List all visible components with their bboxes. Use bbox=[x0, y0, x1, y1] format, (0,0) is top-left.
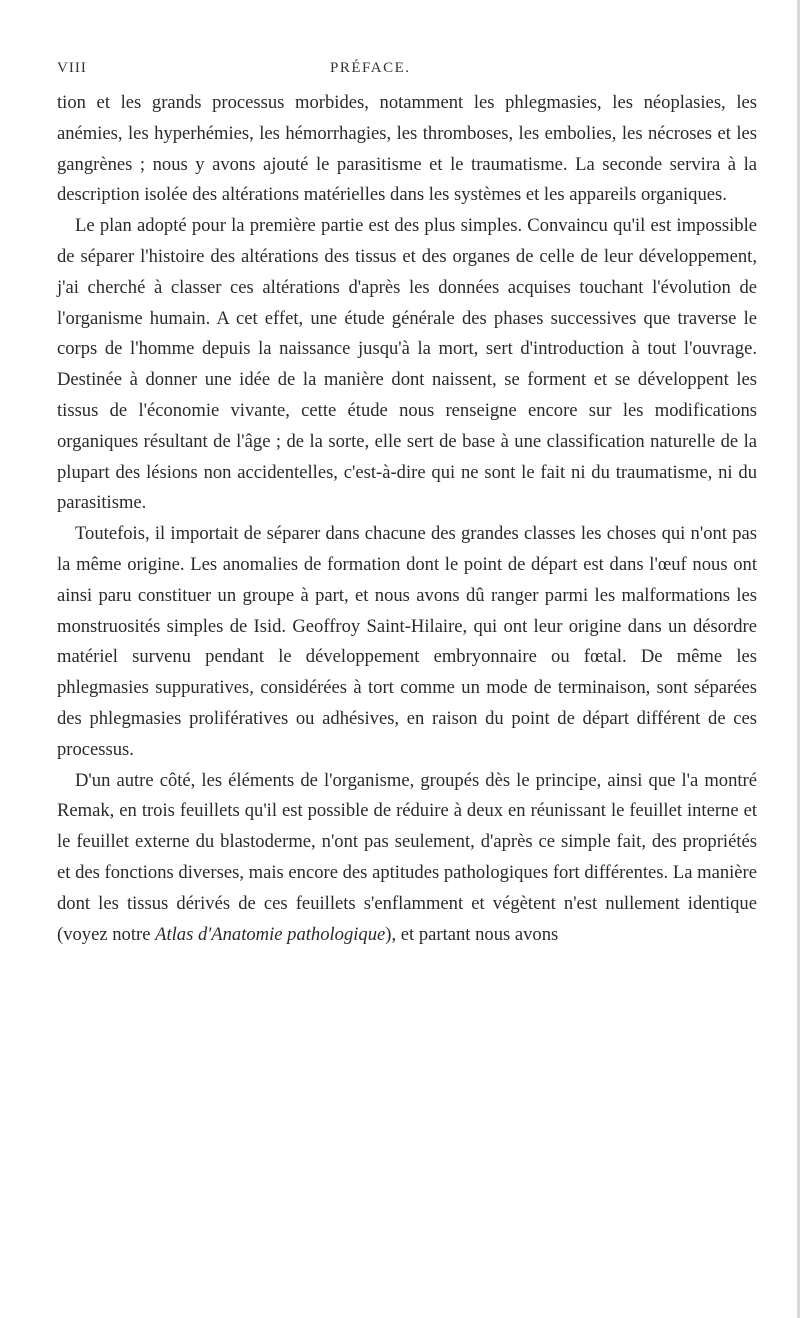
paragraph-2-text: Le plan adopté pour la première partie est des plus simples. Convaincu qu'il est impossible de séparer l'histoire des altérations des tissus et des organes de celle de leur développement, j'ai cherché à classer ces altérations d'après les données acquises touchant l'évolution de l'organisme humain. A cet effet, une étude générale des phases successives que traverse le corps de l'homme depuis la naissance jusqu'à la mort, sert d'introduction à tout l'ouvrage. Destinée à donner une idée de la manière dont naissent, se forment et se développent les tissus de l'économie vivante, cette étude nous renseigne encore sur les modifications organiques résultant de l'âge ; de la sorte, elle sert de base à une classification naturelle de la plupart des lésions non accidentelles, c'est-à-dire qui ne sont le fait ni du traumatisme, ni du parasitisme. bbox=[57, 215, 757, 514]
page-number: VIII bbox=[57, 60, 87, 76]
running-title: PRÉFACE. bbox=[330, 60, 411, 76]
paragraph-4-text-after: ), et partant nous avons bbox=[385, 923, 559, 945]
page-header bbox=[57, 60, 757, 84]
paragraph-3 bbox=[57, 519, 757, 765]
paragraph-2 bbox=[57, 211, 757, 519]
paragraph-3-text: Toutefois, il importait de séparer dans chacune des grandes classes les choses qui n'ont pas la même origine. Les anomalies de formation dont le point de départ est dans l'œuf nous ont ainsi paru constituer un groupe à part, et nous avons dû ranger parmi les malformations les monstruosités simples de Isid. Geoffroy Saint-Hilaire, qui ont leur origine dans un désordre matériel survenu pendant le développement embryonnaire ou fœtal. De même les phlegmasies suppuratives, considérées à tort comme un mode de terminaison, sont séparées des phlegmasies prolifératives ou adhésives, en raison du point de départ différent de ces processus. bbox=[57, 523, 757, 760]
paragraph-4 bbox=[57, 766, 757, 951]
paragraph-1 bbox=[57, 88, 757, 211]
paragraph-4-text-before: D'un autre côté, les éléments de l'organisme, groupés dès le principe, ainsi que l'a montré Remak, en trois feuillets qu'il est possible de réduire à deux en réunissant le feuillet interne et le feuillet externe du blastoderme, n'ont pas seulement, d'après ce simple fait, des propriétés et des fonctions diverses, mais encore des aptitudes pathologiques fort différentes. La manière dont les tissus dérivés de ces feuillets s'enflamment et végètent n'est nullement identique (voyez notre bbox=[57, 769, 757, 945]
body-text bbox=[57, 88, 757, 950]
atlas-title-italic: Atlas d'Anatomie pathologique bbox=[155, 923, 386, 945]
paragraph-1-text: tion et les grands processus morbides, notamment les phlegmasies, les néoplasies, les anémies, les hyperhémies, les hémorrhagies, les thromboses, les embolies, les nécroses et les gangrènes ; nous y avons ajouté le parasitisme et le traumatisme. La seconde servira à la description isolée des altérations matérielles dans les systèmes et les appareils organiques. bbox=[57, 92, 757, 206]
